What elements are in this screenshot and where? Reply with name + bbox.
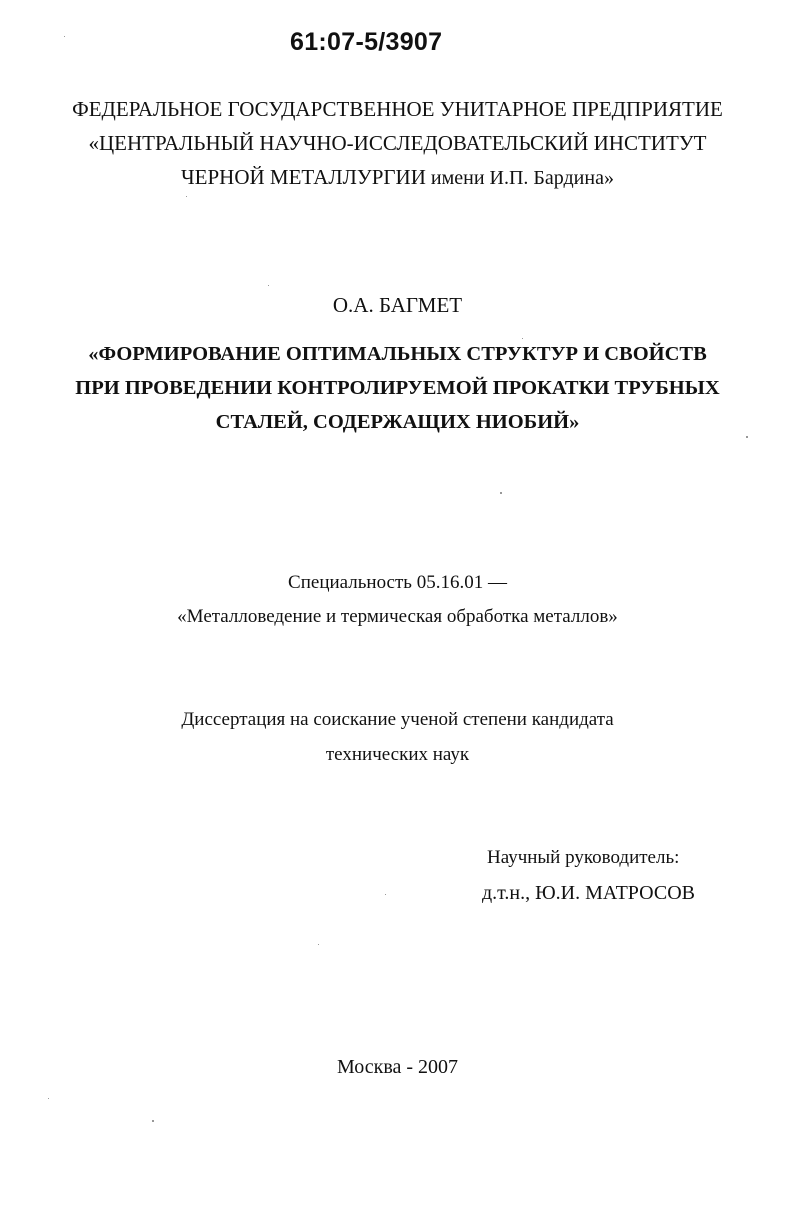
scan-speck <box>500 492 502 494</box>
scan-speck <box>746 436 748 438</box>
title-line-3: СТАЛЕЙ, СОДЕРЖАЩИХ НИОБИЙ» <box>215 411 580 433</box>
title-line-1: «ФОРМИРОВАНИЕ ОПТИМАЛЬНЫХ СТРУКТУР И СВОЙСТВ <box>88 343 707 365</box>
scan-speck <box>186 196 187 197</box>
organization-line-1: ФЕДЕРАЛЬНОЕ ГОСУДАРСТВЕННОЕ УНИТАРНОЕ ПРЕДПРИЯТИЕ <box>72 97 723 121</box>
advisor-label: Научный руководитель: <box>487 847 680 868</box>
scan-speck <box>522 338 523 339</box>
organization-line-2: «ЦЕНТРАЛЬНЫЙ НАУЧНО-ИССЛЕДОВАТЕЛЬСКИЙ ИНСТИТУТ <box>88 131 707 155</box>
scan-speck <box>48 1098 49 1099</box>
scan-speck <box>318 944 319 945</box>
organization-line-3-suffix: имени И.П. Бардина» <box>425 167 614 189</box>
organization-line-3 <box>0 160 795 195</box>
dissertation-line-1: Диссертация на соискание ученой степени кандидата <box>181 709 614 730</box>
catalog-number: 61:07-5/3907 <box>290 28 443 56</box>
scan-speck <box>152 1120 154 1122</box>
specialty-line-2: «Металловедение и термическая обработка металлов» <box>177 606 618 627</box>
organization-line-3-main: ЧЕРНОЙ МЕТАЛЛУРГИИ <box>181 165 426 189</box>
title-line-2: ПРИ ПРОВЕДЕНИИ КОНТРОЛИРУЕМОЙ ПРОКАТКИ ТРУБНЫХ <box>75 377 720 399</box>
author-name: О.А. БАГМЕТ <box>332 293 463 317</box>
specialty-line-1: Специальность 05.16.01 — <box>288 572 507 593</box>
scan-speck <box>64 36 65 37</box>
scan-speck <box>385 894 386 895</box>
scan-speck <box>268 285 269 286</box>
dissertation-line-2: технических наук <box>325 744 470 765</box>
advisor-name: д.т.н., Ю.И. МАТРОСОВ <box>482 882 695 904</box>
city-year: Москва - 2007 <box>336 1056 459 1078</box>
